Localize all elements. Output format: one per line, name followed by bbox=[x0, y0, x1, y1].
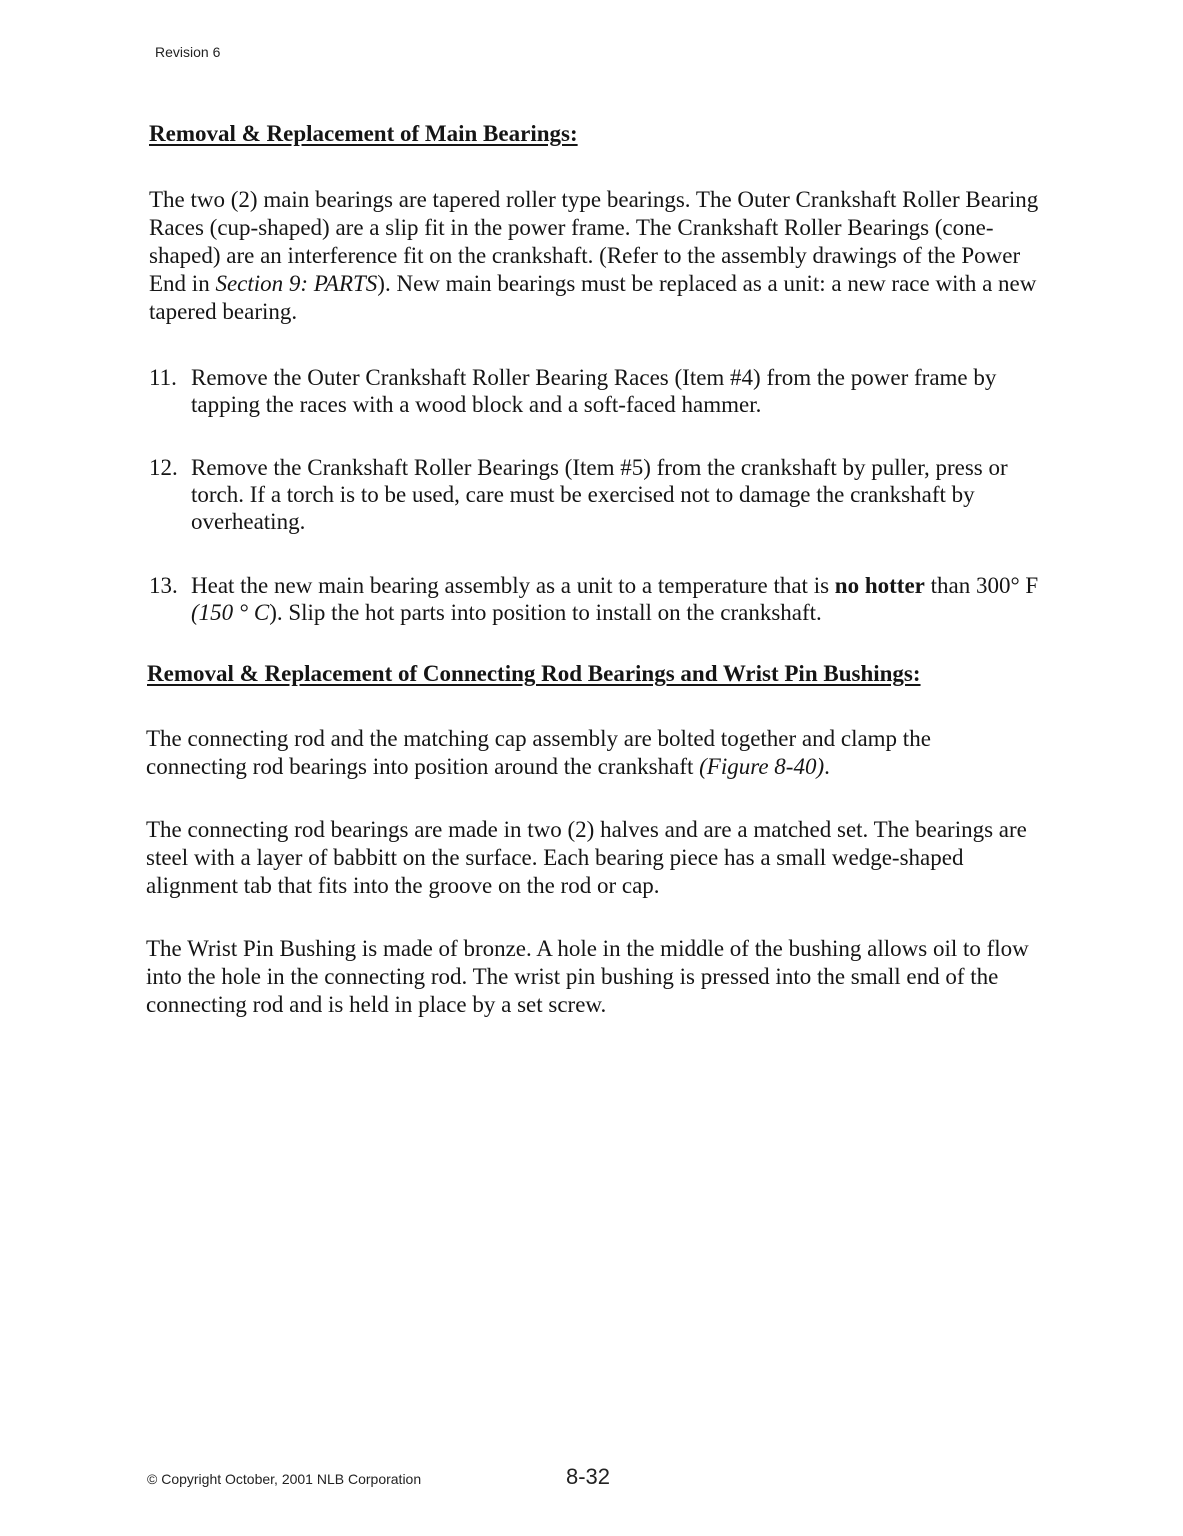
step-text: Remove the Outer Crankshaft Roller Bearing Races (Item #4) from the power frame by tapping the races with a wood block and a soft-faced hammer. bbox=[191, 365, 997, 417]
para1-text: The connecting rod and the matching cap assembly are bolted together and clamp the connecting rod bearings into position around the crankshaft bbox=[146, 726, 931, 779]
revision-label: Revision 6 bbox=[155, 44, 221, 60]
para1-end: . bbox=[824, 754, 830, 779]
step-13 bbox=[149, 572, 1049, 626]
heading-main-bearings: Removal & Replacement of Main Bearings: bbox=[149, 121, 578, 146]
intro-text-part1: The two (2) main bearings are tapered roller type bearings. The Outer Crankshaft Roller Bearing Races (cup-shaped) are a slip fit in the power frame. The Crankshaft Roller Bearings (cone-shaped) are an interference fit on the crankshaft. (Refer to the assembly drawings of the Power End in bbox=[149, 187, 1039, 296]
emphasis-no-hotter: no hotter bbox=[834, 573, 925, 598]
footer-page-number: 8-32 bbox=[566, 1464, 611, 1489]
step-text-a: Heat the new main bearing assembly as a unit to a temperature that is bbox=[191, 573, 835, 598]
step-text bbox=[191, 572, 1049, 626]
paragraph-connecting-rod-assembly bbox=[146, 725, 1026, 781]
step-number: 13. bbox=[149, 573, 178, 598]
step-text-c: ). Slip the hot parts into position to install on the crankshaft. bbox=[269, 600, 822, 625]
temperature-celsius: (150 ° C bbox=[191, 600, 270, 625]
paragraph-bearing-halves: The connecting rod bearings are made in two (2) halves and are a matched set. The bearings are steel with a layer of babbitt on the surface. Each bearing piece has a small wedge-shaped alignment tab that fits into the groove on the rod or cap. bbox=[146, 817, 1027, 898]
figure-reference: (Figure 8-40) bbox=[699, 754, 825, 779]
step-text-b: than 300° F bbox=[924, 573, 1039, 598]
step-12 bbox=[149, 454, 1049, 535]
step-text: Remove the Crankshaft Roller Bearings (Item #5) from the crankshaft by puller, press or torch. If a torch is to be used, care must be exercised not to damage the crankshaft by overheating. bbox=[191, 455, 1008, 534]
step-11 bbox=[149, 364, 1049, 418]
footer-copyright: © Copyright October, 2001 NLB Corporation bbox=[147, 1471, 422, 1487]
heading-connecting-rod-bearings: Removal & Replacement of Connecting Rod Bearings and Wrist Pin Bushings: bbox=[147, 661, 921, 686]
paragraph-wrist-pin-bushing: The Wrist Pin Bushing is made of bronze. A hole in the middle of the bushing allows oil to flow into the hole in the connecting rod. The wrist pin bushing is pressed into the small end of the connecting rod and is held in place by a set screw. bbox=[146, 936, 1029, 1017]
step-number: 12. bbox=[149, 455, 178, 480]
intro-text-part2: ). New main bearings must be replaced as a unit: a new race with a new tapered bearing. bbox=[149, 271, 1037, 324]
step-number: 11. bbox=[149, 365, 177, 390]
paragraph-main-bearings-intro bbox=[149, 186, 1059, 326]
section-reference: Section 9: PARTS bbox=[215, 271, 378, 296]
